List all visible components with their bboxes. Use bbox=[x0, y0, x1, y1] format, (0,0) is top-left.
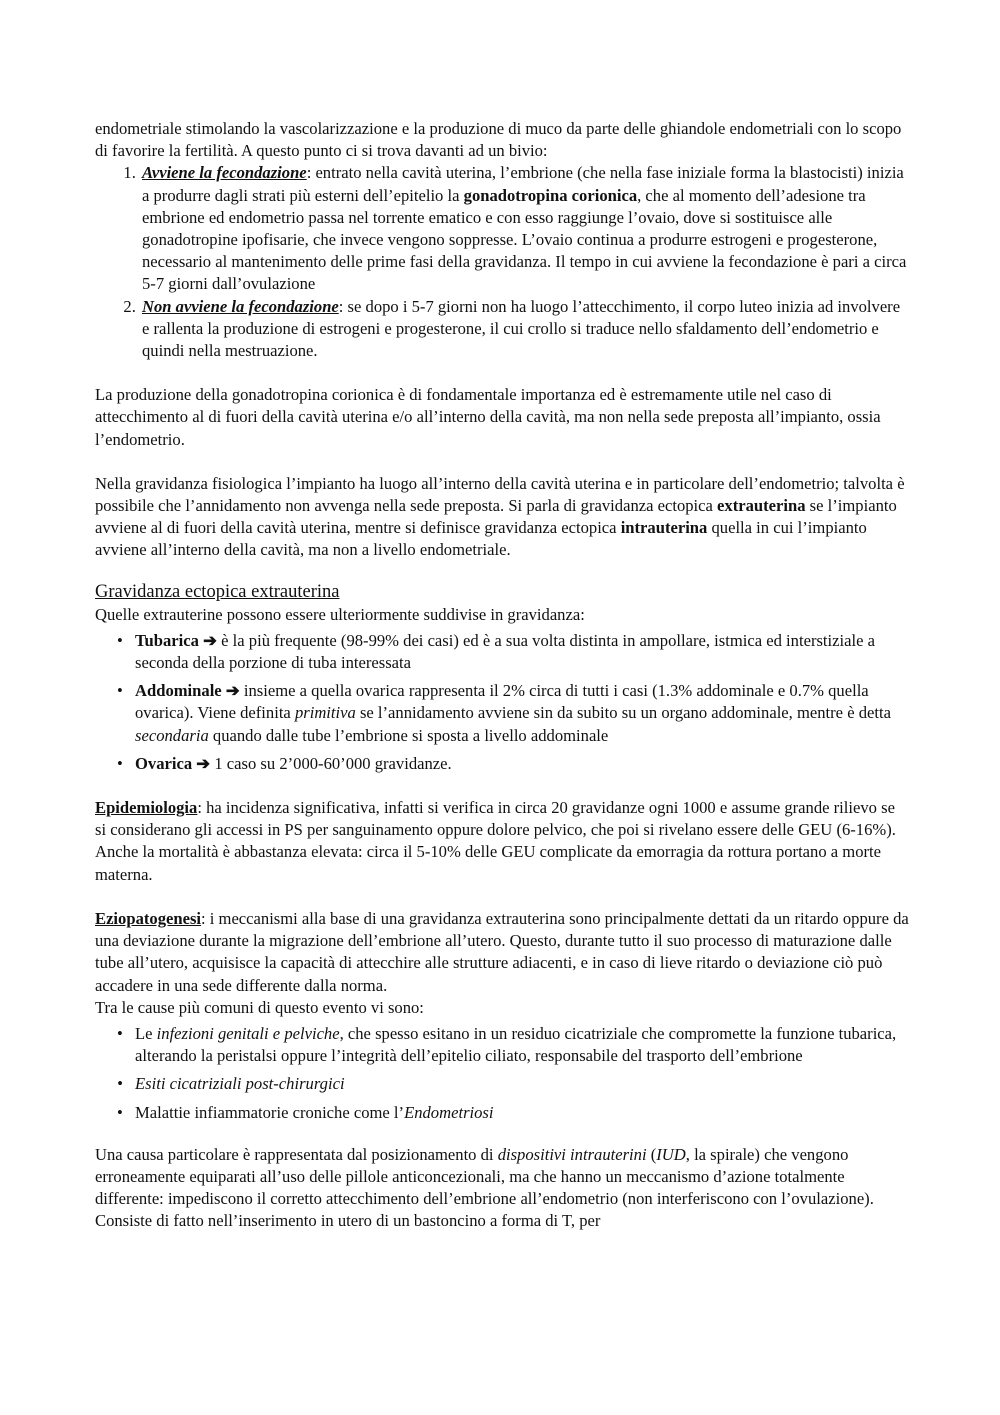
item-text: : entrato nella cavità uterina, l’embrione (che nella fase iniziale forma la blastocisti) inizia a produrre dagli strati più esterni dell’epitelio la bbox=[142, 163, 904, 205]
tipi-list bbox=[95, 630, 910, 775]
term-non-avviene: Non avviene la fecondazione bbox=[142, 296, 339, 316]
bold-term: Tubarica ➔ bbox=[135, 630, 217, 650]
bold-term: intrauterina bbox=[620, 518, 708, 538]
item-text: insieme a quella ovarica rappresenta il 2% circa di tutti i casi (1.3% addominale e 0.7% quella ovarica). Viene definita bbox=[135, 681, 869, 723]
list-item-non-fecondazione bbox=[140, 296, 910, 363]
item-text: è la più frequente (98-99% dei casi) ed è a sua volta distinta in ampollare, istmica ed interstiziale a seconda della porzione di tuba interessata bbox=[135, 630, 875, 673]
text-run: : i meccanismi alla base di una gravidanza extrauterina sono principalmente dettati da un ritardo oppure da una deviazione durante la migrazione dell’embrione all’utero. Questo, durante tutto il suo processo di maturazione dalle tube all’utero, acquisisce la capacità di attecchire alle strutture adiacenti, e in caso di lieve ritardo o deviazione ciò può accadere in una sede differente dalla norma. bbox=[95, 908, 909, 995]
paragraph-iud bbox=[95, 1144, 910, 1233]
list-item-addominale bbox=[135, 680, 910, 747]
list-item-ovarica bbox=[135, 753, 910, 775]
cause-list bbox=[95, 1023, 910, 1124]
document-page bbox=[95, 118, 910, 1233]
item-text: quando dalle tube l’embrione si sposta a livello addominale bbox=[208, 725, 609, 745]
paragraph-eziopatogenesi bbox=[95, 908, 910, 997]
bold-term: Addominale ➔ bbox=[135, 681, 240, 701]
item-text: 1 caso su 2’000-60’000 gravidanze. bbox=[210, 753, 452, 773]
eziopatogenesi-lead: Tra le cause più comuni di questo evento vi sono: bbox=[95, 997, 424, 1017]
text-run: Nella gravidanza fisiologica l’impianto ha luogo all’interno della cavità uterina e in particolare dell’endometrio; talvolta è possibile che l’annidamento non avvenga nella sede preposta. Si parla di gravidanza ectopica bbox=[95, 473, 905, 516]
italic-term: primitiva bbox=[294, 703, 356, 723]
paragraph-mortalita: Anche la mortalità è abbastanza elevata: circa il 5-10% delle GEU complicate da emorragia da rottura portano a morte materna. bbox=[95, 842, 881, 884]
term-avviene: Avviene la fecondazione bbox=[142, 163, 307, 183]
italic-term: secondaria bbox=[135, 725, 209, 745]
text-run: quella in cui l’impianto avviene all’interno della cavità, ma non a livello endometriale. bbox=[95, 518, 867, 560]
bivio-list bbox=[95, 162, 910, 362]
intro-paragraph: endometriale stimolando la vascolarizzazione e la produzione di muco da parte delle ghiandole endometriali con lo scopo di favorire la fertilità. A questo punto ci si trova davanti ad un bivio: bbox=[95, 119, 902, 161]
text-run: se l’impianto avviene al di fuori della cavità uterina, mentre si definisce gravidanza ectopica bbox=[95, 496, 897, 538]
item-text: , che spesso esitano in un residuo cicatriziale che compromette la funzione tubarica, alterando la peristalsi oppure l’integrità dell’epitelio ciliato, responsabile del trasporto dell’embrione bbox=[135, 1023, 897, 1066]
section-heading: Gravidanza ectopica extrauterina bbox=[95, 581, 340, 602]
item-text: , che al momento dell’adesione tra embrione ed endometrio passa nel torrente ematico e con esso raggiunge l’ovaio, dove si sostituisce alle gonadotropine ipofisarie, che invece vengono soppresse. L’ovaio continua a produrre estrogeni e progesterone, necessario al mantenimento delle prime fasi della gravidanza. Il tempo in cui avviene la fecondazione è pari a circa 5-7 giorni dall’ovulazione bbox=[142, 185, 907, 294]
item-text: Le bbox=[135, 1023, 157, 1043]
list-item-tubarica bbox=[135, 630, 910, 674]
item-text: : se dopo i 5-7 giorni non ha luogo l’attecchimento, il corpo luteo inizia ad involvere e rallenta la produzione di estrogeni e progesterone, il cui crollo si traduce nello sfaldamento dell’endometrio e quindi nella mestruazione. bbox=[142, 296, 901, 361]
italic-term: infezioni genitali e pelviche bbox=[156, 1023, 340, 1043]
section-lead: Quelle extrauterine possono essere ulteriormente suddivise in gravidanza: bbox=[95, 604, 585, 624]
text-run: ( bbox=[646, 1144, 657, 1164]
italic-term: dispositivi intrauterini bbox=[497, 1144, 647, 1164]
bold-term: Eziopatogenesi bbox=[95, 908, 202, 928]
list-item-esiti bbox=[135, 1073, 910, 1095]
bold-term: gonadotropina corionica bbox=[463, 185, 638, 205]
bold-term: Epidemiologia bbox=[95, 798, 198, 818]
text-run: , la spirale) che vengono erroneamente equiparati all’uso delle pillole anticoncezionali, ma che hanno un meccanismo d’azione totalmente differente: impediscono il corretto attecchimento dell’embrione all’endometrio (non interferiscono con l’ovulazione). Consiste di fatto nell’inserimento in utero di un bastoncino a forma di T, per bbox=[95, 1144, 874, 1231]
italic-term: Endometriosi bbox=[404, 1102, 494, 1122]
list-item-infezioni bbox=[135, 1023, 910, 1067]
paragraph-fisiologica bbox=[95, 473, 910, 562]
paragraph-gonadotropina: La produzione della gonadotropina corionica è di fondamentale importanza ed è estremamente utile nel caso di attecchimento al di fuori della cavità uterina e/o all’interno della cavità, ma non nella sede preposta all’impianto, ossia l’endometrio. bbox=[95, 385, 881, 449]
paragraph-epidemiologia bbox=[95, 797, 910, 841]
italic-term: Esiti cicatriziali post-chirurgici bbox=[135, 1074, 345, 1094]
item-text: se l’annidamento avviene sin da subito su un organo addominale, mentre è detta bbox=[355, 703, 891, 723]
italic-term: IUD bbox=[656, 1144, 686, 1164]
text-run: Una causa particolare è rappresentata dal posizionamento di bbox=[95, 1144, 498, 1164]
text-run: : ha incidenza significativa, infatti si verifica in circa 20 gravidanze ogni 1000 e assume grande rilievo se si considerano gli accessi in PS per sanguinamento oppure dolore pelvico, che poi si rivelano essere delle GEU (6-16%). bbox=[95, 798, 896, 840]
list-item-malattie bbox=[135, 1102, 910, 1124]
item-text: Malattie infiammatorie croniche come l’ bbox=[135, 1102, 405, 1122]
list-item-fecondazione bbox=[140, 162, 910, 295]
bold-term: Ovarica ➔ bbox=[135, 753, 211, 773]
bold-term: extrauterina bbox=[717, 496, 806, 516]
